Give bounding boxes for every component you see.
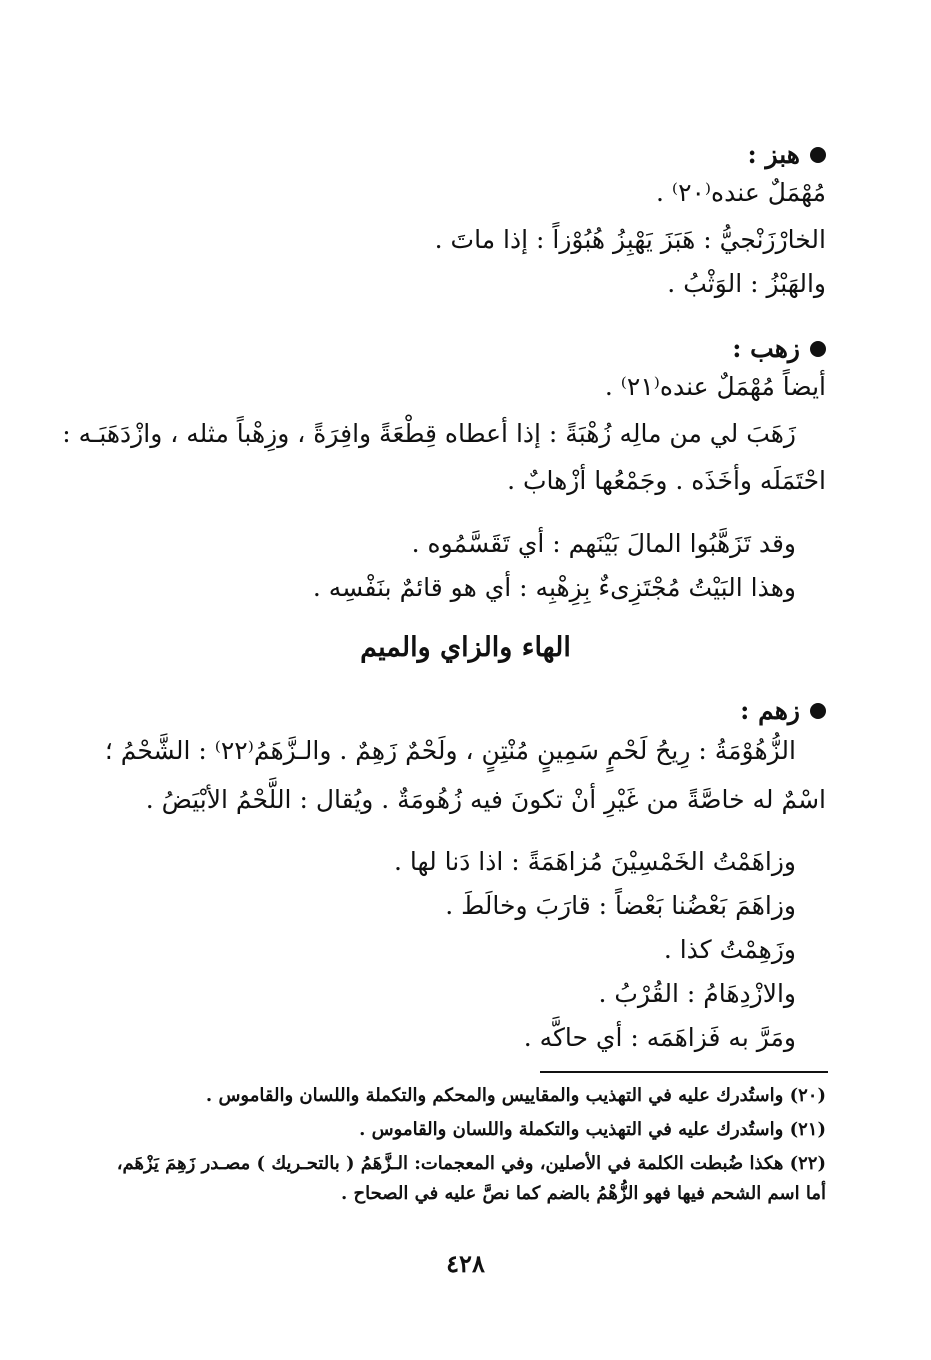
entry-title: هبز : bbox=[747, 140, 800, 169]
page-number: ٤٢٨ bbox=[446, 1249, 485, 1278]
entry-heading-zaham bbox=[740, 693, 826, 729]
footnote-22-continuation: أما اسم الشحم فيها فهو الزُّهْمُ بالضم كما نصَّ عليه في الصحاح . bbox=[341, 1183, 826, 1204]
text-line: وزَهِمْتُ كذا . bbox=[663, 935, 796, 964]
text-line: والهَبْزُ : الوَثْبُ . bbox=[667, 269, 826, 298]
text-line: اسْمٌ له خاصَّةً من غَيْرِ أنْ تكونَ فيه زُهُومَةٌ . ويُقال : اللَّحْمُ الأبْيَضُ . bbox=[145, 785, 826, 814]
text-line: وهذا البَيْتُ مُجْتَزِىءٌ بِزِهْبِه : أي هو قائمٌ بنَفْسِه . bbox=[312, 573, 796, 602]
bullet-icon bbox=[810, 147, 826, 163]
text-line: وزاهَمْتُ الخَمْسِيْنَ مُزاهَمَةً : اذا دَنا لها . bbox=[394, 847, 796, 876]
text-line: والازْدِهَامُ : القُرْبُ . bbox=[598, 979, 796, 1008]
text-line: احْتَمَلَه وأخَذَه . وجَمْعُها أزْهابٌ . bbox=[507, 466, 826, 495]
section-heading: الهاء والزاي والميم bbox=[360, 632, 571, 663]
text-line: وقد تَزَهَّبُوا المالَ بَيْنَهم : أي تَقَسَّمُوه . bbox=[411, 529, 796, 558]
footnote-21: (٢١) واستُدرك عليه في التهذيب والتكملة واللسان والقاموس . bbox=[359, 1119, 826, 1140]
footnote-22: (٢٢) هكذا ضُبطت الكلمة في الأصلين، وفي المعجمات: الـزَّهَمُ ( بالتحـريك ) مصـدر زَهِمَ يَزْهَم، bbox=[116, 1153, 826, 1174]
text-line: زَهَبَ لي من مالِه زُهْبَةً : إذا أعطاه قِطْعَةً وافِرَةً ، وزِهْباً مثله ، وازْدَهَبَـه : bbox=[62, 419, 796, 448]
entry-heading-habaz bbox=[748, 137, 826, 173]
text-line: الزُّهُوْمَةُ : رِيحُ لَحْمٍ سَمِينٍ مُنْتِنٍ ، ولَحْمٌ زَهِمٌ . والـزَّهَمُ⁽٢٢⁾ : الشَّحْمُ ؛ bbox=[104, 736, 796, 765]
footnote-20: (٢٠) واستُدرك عليه في التهذيب والمقاييس والمحكم والتكملة واللسان والقاموس . bbox=[205, 1085, 826, 1106]
text-line: مُهْمَلٌ عنده⁽٢٠⁾ . bbox=[656, 178, 826, 207]
bullet-icon bbox=[810, 341, 826, 357]
text-line: وزاهَمَ بَعْضُنا بَعْضاً : قارَبَ وخالَطَ . bbox=[445, 891, 796, 920]
bullet-icon bbox=[810, 703, 826, 719]
entry-title: زهم : bbox=[740, 696, 800, 725]
entry-heading-zahab bbox=[732, 331, 826, 367]
text-line: ومَرَّ به فَزاهَمَه : أي حاكَّه . bbox=[523, 1023, 796, 1052]
footnote-divider bbox=[540, 1071, 828, 1073]
text-line: الخارْزَنْجيُّ : هَبَزَ يَهْبِزُ هُبُوْزاً : إذا ماتَ . bbox=[434, 225, 826, 254]
text-line: أيضاً مُهْمَلٌ عنده⁽٢١⁾ . bbox=[604, 372, 826, 401]
entry-title: زهب : bbox=[732, 334, 800, 363]
